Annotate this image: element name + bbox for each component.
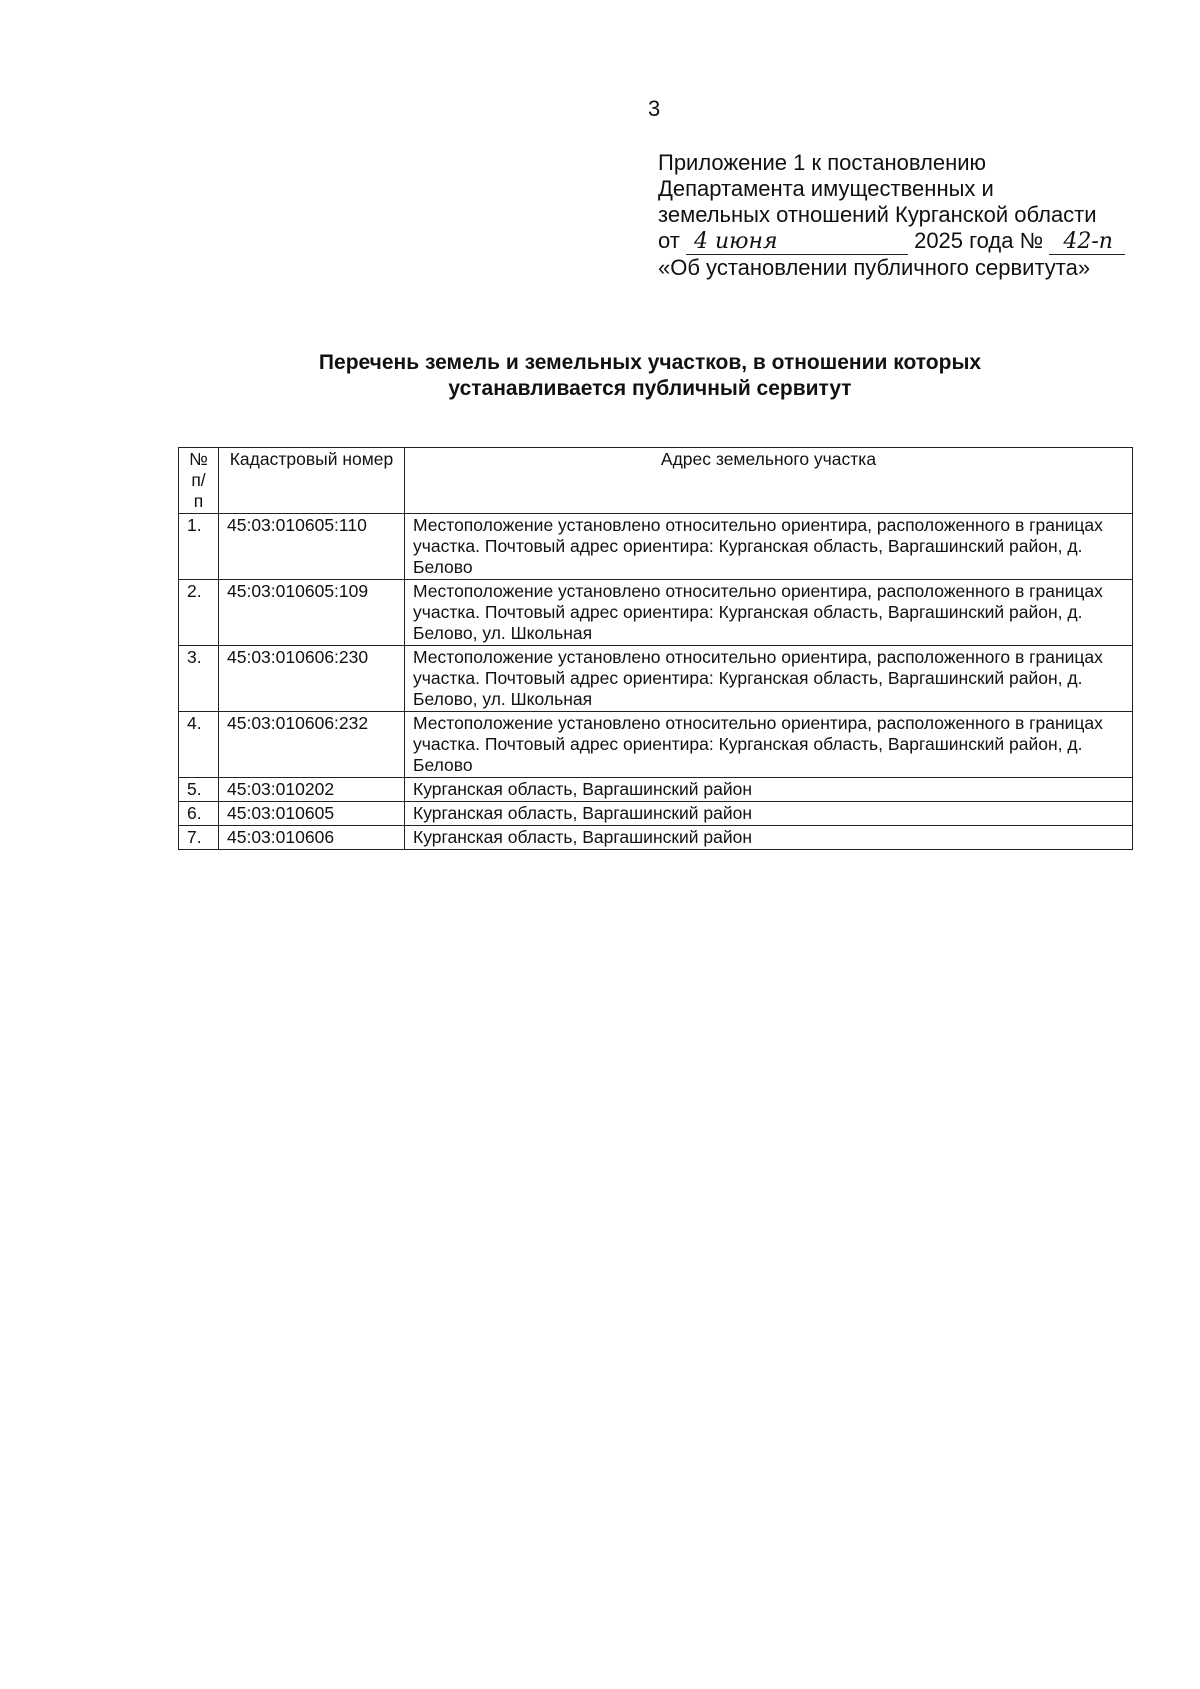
table-row <box>179 826 1133 850</box>
row-cadastral: 45:03:010605:109 <box>219 580 405 646</box>
table-row <box>179 646 1133 712</box>
header-num: № п/п <box>179 448 219 514</box>
page-number: 3 <box>648 96 661 121</box>
row-cadastral: 45:03:010202 <box>219 778 405 802</box>
row-num: 1. <box>179 514 219 580</box>
row-address: Местоположение установлено относительно ориентира, расположенного в границах участка. Почтовый адрес ориентира: Курганская область, Варгашинский район, д. Белово <box>405 514 1133 580</box>
table-row <box>179 580 1133 646</box>
row-cadastral: 45:03:010606:230 <box>219 646 405 712</box>
appendix-from-prefix: от <box>658 228 680 253</box>
appendix-line-5: «Об установлении публичного сервитута» <box>658 255 1091 280</box>
row-address: Курганская область, Варгашинский район <box>405 826 1133 850</box>
row-address: Местоположение установлено относительно ориентира, расположенного в границах участка. Почтовый адрес ориентира: Курганская область, Варгашинский район, д. Белово, ул. Школьная <box>405 646 1133 712</box>
table-row <box>179 778 1133 802</box>
row-num: 3. <box>179 646 219 712</box>
parcels-table <box>178 447 1133 850</box>
row-num: 6. <box>179 802 219 826</box>
row-num: 2. <box>179 580 219 646</box>
row-cadastral: 45:03:010606:232 <box>219 712 405 778</box>
appendix-line-1: Приложение 1 к постановлению <box>658 150 987 175</box>
table-header-row <box>179 448 1133 514</box>
appendix-line-3: земельных отношений Курганской области <box>658 202 1097 227</box>
row-cadastral: 45:03:010606 <box>219 826 405 850</box>
document-title-line-1: Перечень земель и земельных участков, в отношении которых <box>318 351 982 374</box>
row-address: Местоположение установлено относительно ориентира, расположенного в границах участка. Почтовый адрес ориентира: Курганская область, Варгашинский район, д. Белово <box>405 712 1133 778</box>
row-address: Местоположение установлено относительно ориентира, расположенного в границах участка. Почтовый адрес ориентира: Курганская область, Варгашинский район, д. Белово, ул. Школьная <box>405 580 1133 646</box>
table-row <box>179 514 1133 580</box>
appendix-line-2: Департамента имущественных и <box>658 176 994 201</box>
appendix-block <box>658 150 1158 281</box>
row-address: Курганская область, Варгашинский район <box>405 778 1133 802</box>
row-num: 7. <box>179 826 219 850</box>
row-cadastral: 45:03:010605 <box>219 802 405 826</box>
document-title-line-2: устанавливается публичный сервитут <box>448 377 852 400</box>
document-title <box>200 350 1100 402</box>
row-num: 5. <box>179 778 219 802</box>
row-address: Курганская область, Варгашинский район <box>405 802 1133 826</box>
header-cadastral: Кадастровый номер <box>219 448 405 514</box>
table-row <box>179 802 1133 826</box>
appendix-date-line <box>658 228 1158 255</box>
header-address: Адрес земельного участка <box>405 448 1133 514</box>
row-num: 4. <box>179 712 219 778</box>
handwritten-date: 4 июня <box>686 231 908 255</box>
table-row <box>179 712 1133 778</box>
row-cadastral: 45:03:010605:110 <box>219 514 405 580</box>
handwritten-number: 42-п <box>1049 231 1125 255</box>
appendix-year-text: 2025 года № <box>914 228 1044 253</box>
